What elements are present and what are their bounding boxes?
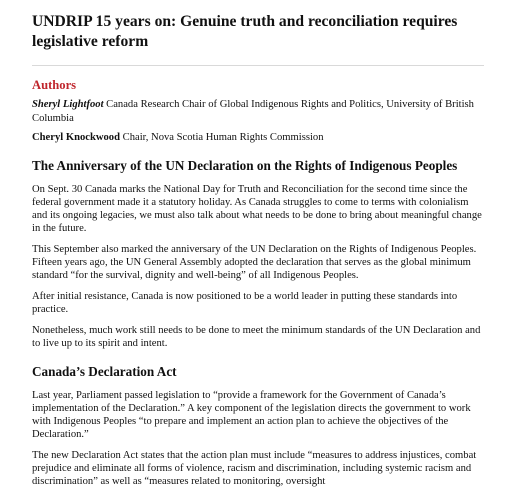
body-paragraph: After initial resistance, Canada is now positioned to be a world leader in putting these standards into practice. [32, 291, 458, 316]
body-paragraph: This September also marked the anniversary of the UN Declaration on the Rights of Indigenous Peoples. Fifteen years ago, the UN General Assembly adopted the declaration that serves as the global minimum standard “for the survival, dignity and well-being” of all Indigenous Peoples. [32, 243, 477, 282]
title-divider [32, 65, 484, 66]
body-paragraph: On Sept. 30 Canada marks the National Day for Truth and Reconciliation for the second time since the federal government made it a statutory holiday. As Canada struggles to come to terms with colonialism and its ongoing legacies, we must also talk about what needs to be done to bring about meaningful change in the future. [32, 183, 482, 234]
author-name: Sheryl Lightfoot [32, 99, 104, 110]
authors-heading: Authors [32, 78, 77, 92]
author-affiliation: Chair, Nova Scotia Human Rights Commission [120, 132, 324, 143]
section-heading: The Anniversary of the UN Declaration on the Rights of Indigenous Peoples [32, 157, 458, 173]
body-paragraph: Nonetheless, much work still needs to be done to meet the minimum standards of the UN Declaration and to live up to its spirit and intent. [32, 325, 481, 350]
article-title: UNDRIP 15 years on: Genuine truth and reconciliation requires legislative reform [32, 13, 458, 50]
body-paragraph: Last year, Parliament passed legislation to “provide a framework for the Government of Canada’s implementation of the Declaration.” A key component of the legislation directs the government to work with Indigenous Peoples “to prepare and implement an action plan to achieve the objectives of the Declaration.” [32, 389, 471, 440]
author-entry [32, 131, 484, 145]
body-paragraph: The new Declaration Act states that the action plan must include “measures to address injustices, combat prejudice and eliminate all forms of violence, racism and discrimination, including systemic racism and discrimination” as well as “measures related to monitoring, oversight [32, 449, 477, 488]
author-name: Cheryl Knockwood [32, 132, 120, 143]
author-entry [32, 98, 484, 125]
author-affiliation: Canada Research Chair of Global Indigenous Rights and Politics, University of British Columbia [32, 99, 474, 124]
article [32, 12, 484, 496]
section-heading: Canada’s Declaration Act [32, 363, 177, 379]
